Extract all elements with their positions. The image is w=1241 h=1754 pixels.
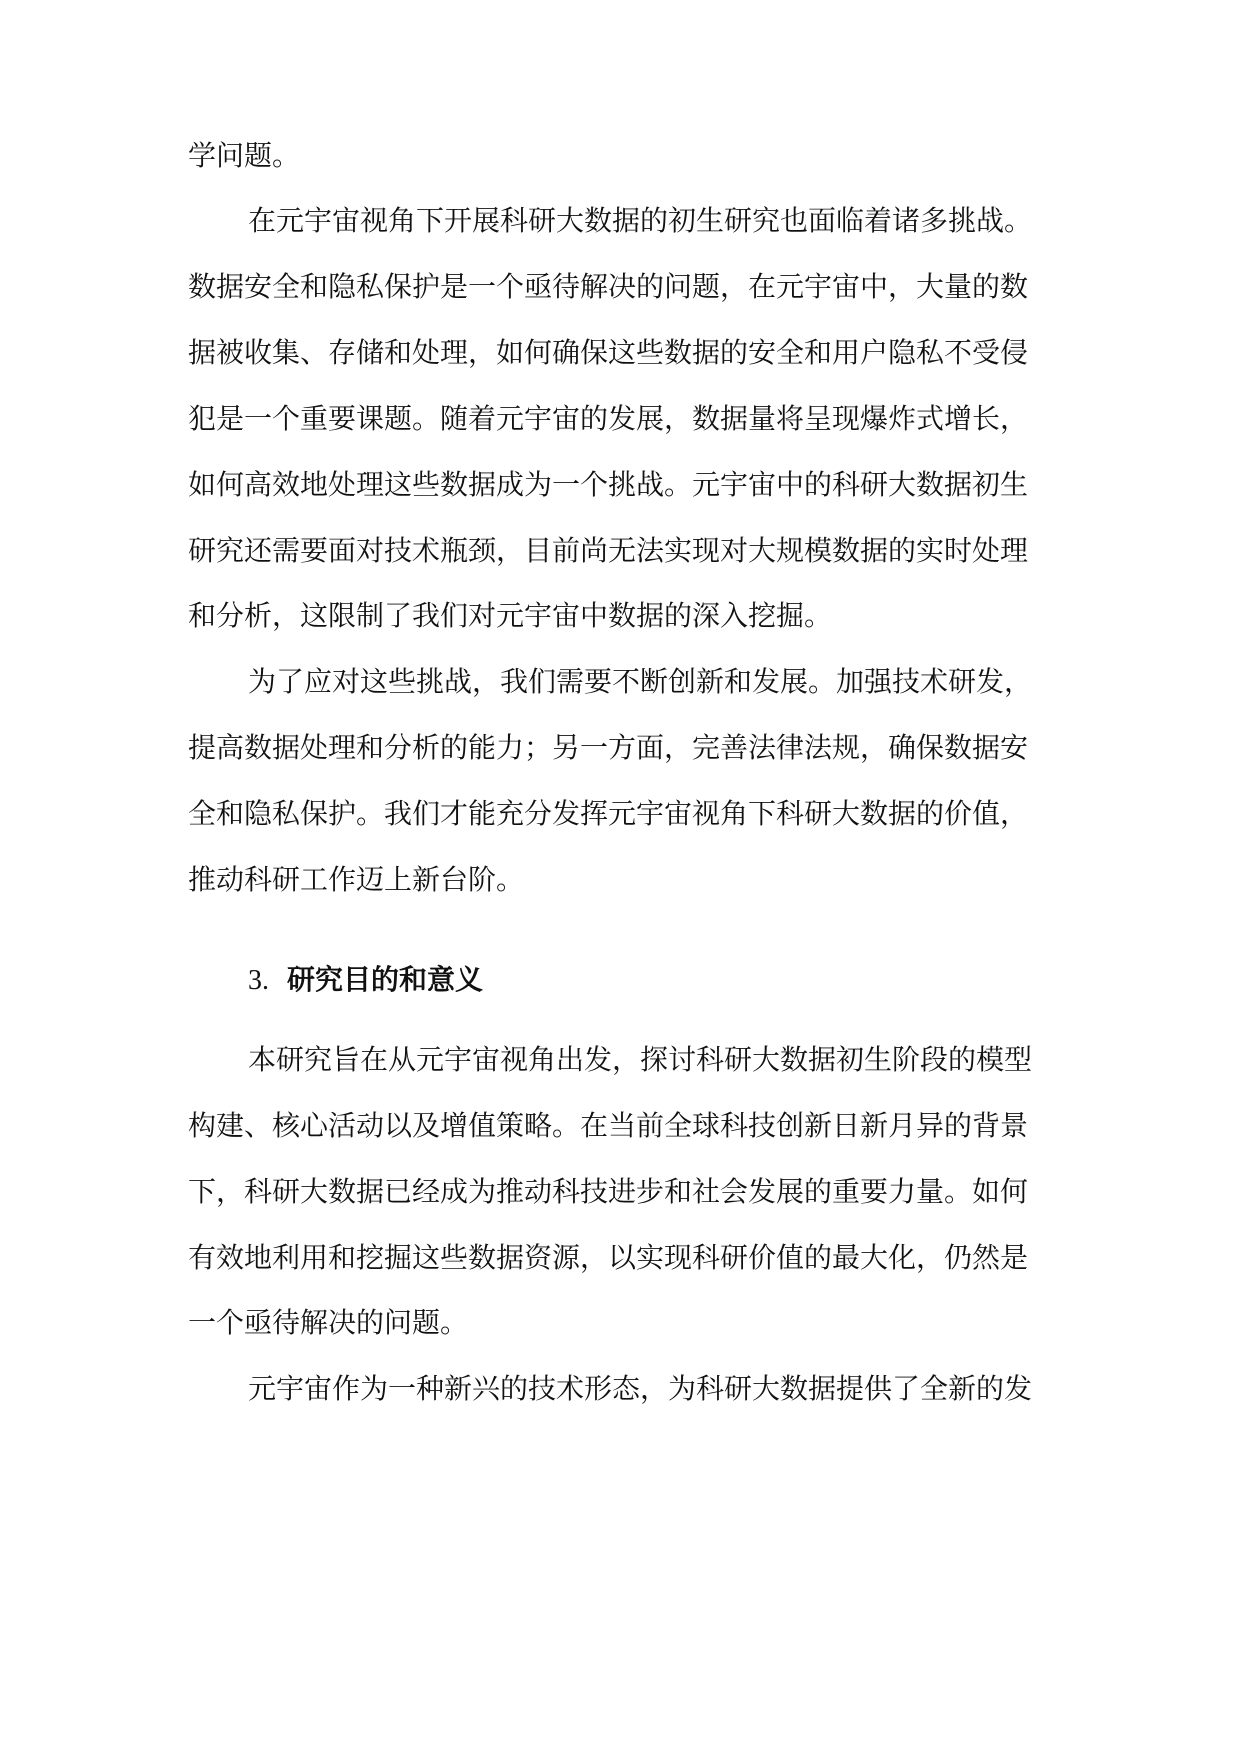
text-line: 研究还需要面对技术瓶颈，目前尚无法实现对大规模数据的实时处理: [188, 534, 1029, 567]
text-line: 一个亟待解决的问题。: [188, 1306, 469, 1339]
text-line: 为了应对这些挑战，我们需要不断创新和发展。加强技术研发，: [248, 665, 1033, 698]
text-line: 如何高效地处理这些数据成为一个挑战。元宇宙中的科研大数据初生: [188, 468, 1029, 501]
text-line: 元宇宙作为一种新兴的技术形态，为科研大数据提供了全新的发: [248, 1372, 1033, 1405]
section-title: 研究目的和意义: [287, 963, 484, 996]
text-line: 本研究旨在从元宇宙视角出发，探讨科研大数据初生阶段的模型: [248, 1043, 1033, 1076]
text-line: 全和隐私保护。我们才能充分发挥元宇宙视角下科研大数据的价值，: [188, 797, 1029, 830]
text-line: 推动科研工作迈上新台阶。: [188, 863, 525, 896]
text-line: 有效地利用和挖掘这些数据资源，以实现科研价值的最大化，仍然是: [188, 1241, 1029, 1274]
text-line: 构建、核心活动以及增值策略。在当前全球科技创新日新月异的背景: [188, 1109, 1029, 1142]
text-line: 犯是一个重要课题。随着元宇宙的发展，数据量将呈现爆炸式增长，: [188, 402, 1029, 435]
section-number: 3.: [248, 965, 269, 996]
section-heading: [248, 960, 483, 1001]
text-line: 学问题。: [188, 139, 301, 172]
text-line: 和分析，这限制了我们对元宇宙中数据的深入挖掘。: [188, 599, 833, 632]
text-line: 提高数据处理和分析的能力；另一方面，完善法律法规，确保数据安: [188, 731, 1029, 764]
text-line: 据被收集、存储和处理，如何确保这些数据的安全和用户隐私不受侵: [188, 336, 1029, 369]
text-line: 在元宇宙视角下开展科研大数据的初生研究也面临着诸多挑战。: [248, 204, 1033, 237]
text-line: 下，科研大数据已经成为推动科技进步和社会发展的重要力量。如何: [188, 1175, 1029, 1208]
text-line: 数据安全和隐私保护是一个亟待解决的问题，在元宇宙中，大量的数: [188, 270, 1029, 303]
